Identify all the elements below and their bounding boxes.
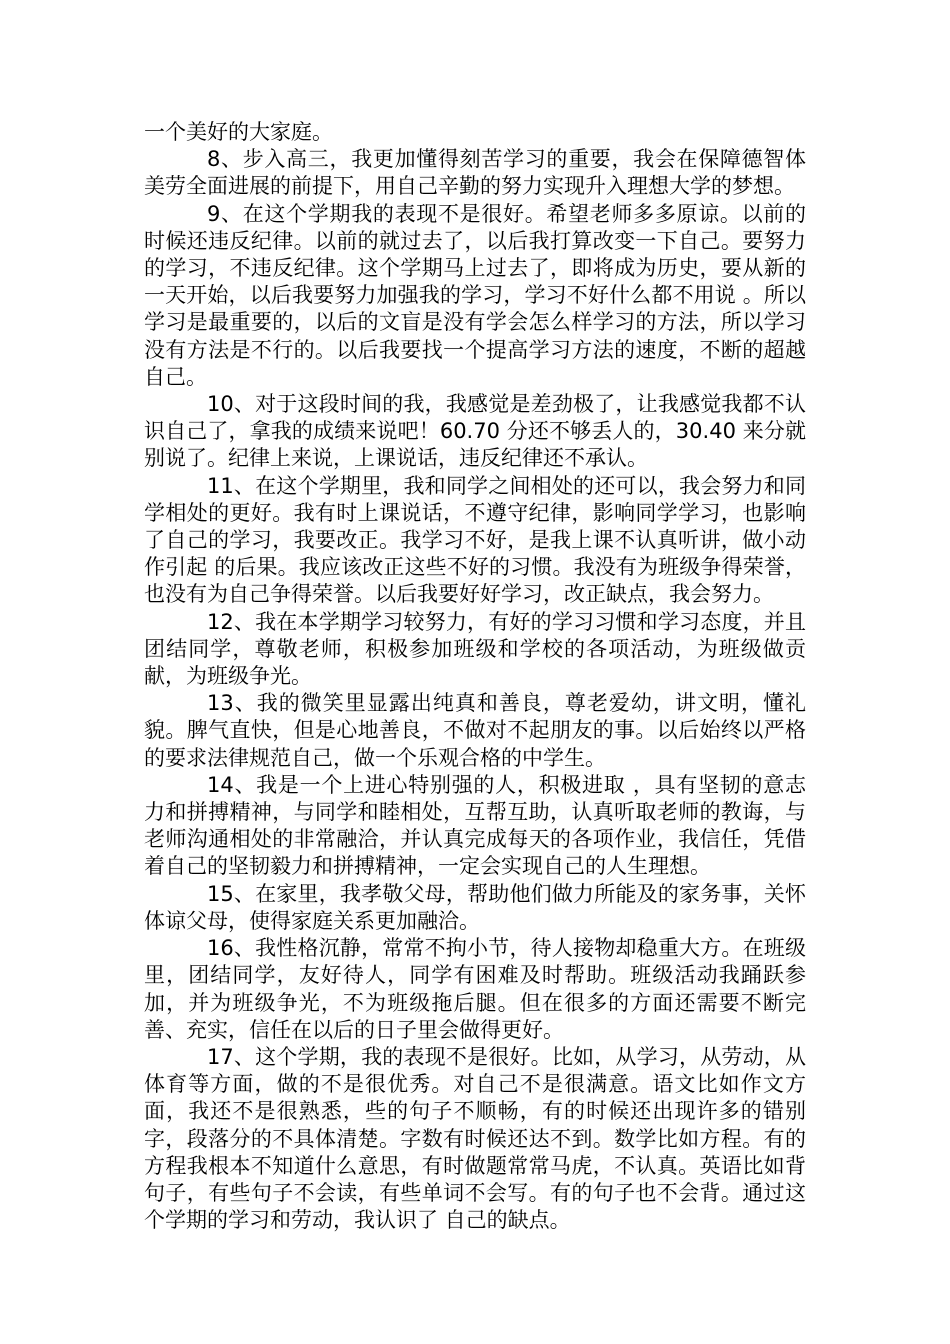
paragraph-item-10: 10、对于这段时间的我，我感觉是差劲极了，让我感觉我都不认识自己了，拿我的成绩来说吧！60.70 分还不够丢人的，30.40 来分就别说了。纪律上来说，上课说话，违反纪律还不承认。 [144, 392, 806, 471]
paragraph-continuation: 一个美好的大家庭。 [144, 120, 333, 144]
document-body [144, 119, 806, 1234]
paragraph-item-16: 16、我性格沉静，常常不拘小节，待人接物却稳重大方。在班级里，团结同学，友好待人，同学有困难及时帮助。班级活动我踊跃参加，并为班级争光，不为班级拖后腿。但在很多的方面还需要不断完善、充实，信任在以后的日子里会做得更好。 [144, 936, 806, 1042]
paragraph-item-14: 14、我是一个上进心特别强的人，积极进取 ，具有坚韧的意志力和拼搏精神，与同学和睦相处，互帮互助，认真听取老师的教诲，与老师沟通相处的非常融洽，并认真完成每天的各项作业，我信任，凭借着自己的坚韧毅力和拼搏精神，一定会实现自己的人生理想。 [144, 772, 806, 879]
paragraph-item-8: 8、步入高三，我更加懂得刻苦学习的重要，我会在保障德智体美劳全面进展的前提下，用自己辛勤的努力实现升入理想大学的梦想。 [144, 147, 806, 199]
paragraph-item-15: 15、在家里，我孝敬父母，帮助他们做力所能及的家务事，关怀体谅父母，使得家庭关系更加融洽。 [144, 881, 806, 933]
paragraph-item-11: 11、在这个学期里，我和同学之间相处的还可以，我会努力和同学相处的更好。我有时上课说话，不遵守纪律，影响同学学习，也影响了自己的学习，我要改正。我学习不好，是我上课不认真听讲，做小动作引起 的后果。我应该改正这些不好的习惯。我没有为班级争得荣誉，也没有为自己争得荣誉。以后我要好好学习，改正缺点，我会努力。 [144, 473, 806, 607]
paragraph-item-9: 9、在这个学期我的表现不是很好。希望老师多多原谅。以前的时候还违反纪律。以前的就过去了，以后我打算改变一下自己。要努力的学习，不违反纪律。这个学期马上过去了，即将成为历史，要从新的一天开始，以后我要努力加强我的学习，学习不好什么都不用说 。所以学习是最重要的，以后的文盲是没有学会怎么样学习的方法，所以学习没有方法是不行的。以后我要找一个提高学习方法的速度，不断的超越自己。 [144, 201, 806, 389]
paragraph-item-12: 12、我在本学期学习较努力，有好的学习习惯和学习态度，并且团结同学，尊敬老师，积极参加班级和学校的各项活动，为班级做贡献，为班级争光。 [144, 609, 806, 689]
paragraph-item-13: 13、我的微笑里显露出纯真和善良，尊老爱幼，讲文明，懂礼貌。脾气直快，但是心地善良，不做对不起朋友的事。以后始终以严格的要求法律规范自己，做一个乐观合格的中学生。 [144, 691, 806, 770]
paragraph-item-17: 17、这个学期，我的表现不是很好。比如，从学习，从劳动，从体育等方面，做的不是很优秀。对自己不是很满意。语文比如作文方面，我还不是很熟悉，些的句子不顺畅，有的时候还出现许多的错别字，段落分的不具体清楚。字数有时候还达不到。数学比如方程。有的方程我根本不知道什么意思，有时做题常常马虎，不认真。英语比如背句子，有些句子不会读，有些单词不会写。有的句子也不会背。通过这个学期的学习和劳动，我认识了 自己的缺点。 [144, 1044, 806, 1233]
